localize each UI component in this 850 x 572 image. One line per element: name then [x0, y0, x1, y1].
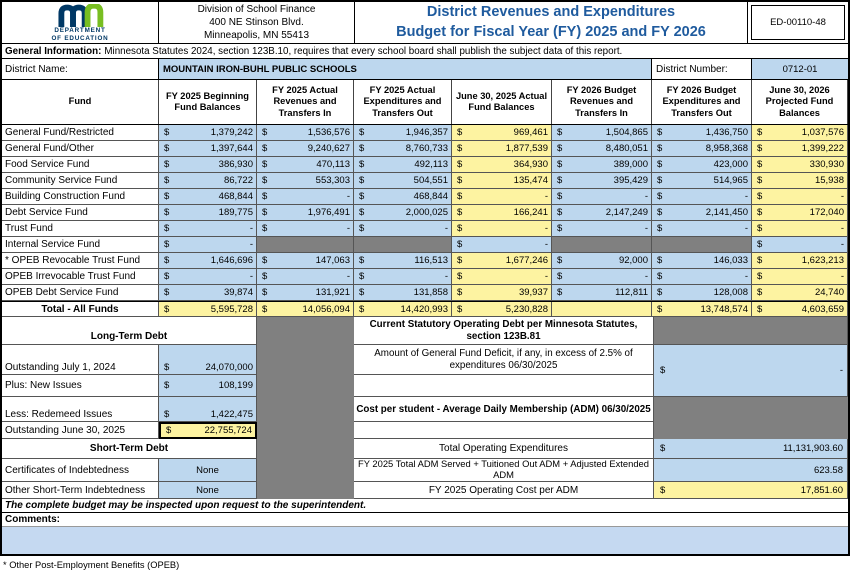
dollar-sign: $	[359, 287, 365, 298]
dollar-sign: $	[757, 143, 763, 154]
dollar-sign: $	[262, 143, 268, 154]
fund-cell: $ -	[452, 269, 552, 284]
dollar-sign: $	[557, 287, 563, 298]
dollar-sign: $	[262, 255, 268, 266]
district-row	[2, 59, 848, 80]
dollar-sign: $	[557, 271, 563, 282]
fund-label: * OPEB Revocable Trust Fund	[2, 253, 159, 268]
fund-cell: $ 131,858	[354, 285, 452, 300]
fund-cell: $ -	[452, 221, 552, 236]
dollar-sign: $	[359, 175, 365, 186]
fund-cell: $ -	[652, 269, 752, 284]
fund-cell: $ -	[257, 221, 354, 236]
fund-cell: $ 146,033	[652, 253, 752, 268]
district-number-value: 0712-01	[752, 59, 848, 79]
fund-cell: $ 4,603,659	[752, 302, 848, 316]
dollar-sign: $	[657, 303, 663, 315]
cost-per-student-header: Cost per student - Average Daily Membership (ADM) 06/30/2025	[354, 397, 654, 422]
fund-row	[2, 253, 848, 269]
fund-cell: $ -	[257, 269, 354, 284]
dollar-sign: $	[557, 223, 563, 234]
dollar-sign: $	[557, 159, 563, 170]
dollar-sign: $	[757, 223, 763, 234]
fund-cell: $ 395,429	[552, 173, 652, 188]
dollar-sign: $	[164, 159, 170, 170]
fund-label: Food Service Fund	[2, 157, 159, 172]
fund-cell: $ 468,844	[159, 189, 257, 204]
fund-row	[2, 301, 848, 317]
dollar-sign: $	[359, 255, 365, 266]
fund-label: Trust Fund	[2, 221, 159, 236]
fund-label: General Fund/Restricted	[2, 125, 159, 140]
total-operating-value: $ 11,131,903.60	[654, 439, 848, 459]
fund-cell: $ 5,230,828	[452, 302, 552, 316]
fund-cell: $ 1,946,357	[354, 125, 452, 140]
fund-cell: $ -	[652, 189, 752, 204]
std-row-label: Certificates of Indebtedness	[2, 459, 159, 482]
deficit-label: Amount of General Fund Deficit, if any, in excess of 2.5% of expenditures 06/30/2025	[354, 345, 654, 375]
fund-cell: $ 1,504,865	[552, 125, 652, 140]
fund-cell: $ 112,811	[552, 285, 652, 300]
fund-label: OPEB Debt Service Fund	[2, 285, 159, 300]
fund-cell	[354, 237, 452, 252]
fund-col-header: Fund	[2, 80, 159, 124]
fund-table-header	[2, 80, 848, 125]
fund-label: Building Construction Fund	[2, 189, 159, 204]
dollar-sign: $	[457, 143, 463, 154]
ltd-row-label: Plus: New Issues	[2, 375, 159, 397]
dollar-sign: $	[359, 191, 365, 202]
dollar-sign: $	[457, 207, 463, 218]
form-number-cell	[748, 2, 848, 43]
fund-cell: $ 1,379,242	[159, 125, 257, 140]
dollar-sign: $	[557, 175, 563, 186]
dollar-sign: $	[164, 287, 170, 298]
ltd-row-label: Less: Redemeed Issues	[2, 397, 159, 422]
gray-cell	[654, 397, 848, 439]
dollar-sign: $	[359, 159, 365, 170]
fund-cell: $ 1,976,491	[257, 205, 354, 220]
fund-cell: $ 1,397,644	[159, 141, 257, 156]
dollar-sign: $	[164, 303, 170, 315]
dollar-sign: $	[660, 443, 666, 454]
district-name-label: District Name:	[2, 59, 159, 79]
district-name-value: MOUNTAIN IRON-BUHL PUBLIC SCHOOLS	[159, 59, 652, 79]
fund-cell: $ 1,623,213	[752, 253, 848, 268]
dollar-sign: $	[164, 143, 170, 154]
fund-cell	[257, 237, 354, 252]
fund-cell: $ 13,748,574	[652, 302, 752, 316]
dollar-sign: $	[164, 409, 170, 420]
ltd-row-value: $ 1,422,475	[159, 397, 257, 422]
fund-cell: $ -	[752, 221, 848, 236]
fund-cell: $ 116,513	[354, 253, 452, 268]
fund-cell: $ -	[752, 189, 848, 204]
fund-row	[2, 269, 848, 285]
form-title-line2: Budget for Fiscal Year (FY) 2025 and FY 2026	[396, 23, 706, 40]
fund-col-header: June 30, 2026 Projected Fund Balances	[752, 80, 848, 124]
dollar-sign: $	[557, 207, 563, 218]
dollar-sign: $	[657, 255, 663, 266]
dollar-sign: $	[457, 255, 463, 266]
address-line: 400 NE Stinson Blvd.	[209, 17, 304, 28]
dollar-sign: $	[164, 255, 170, 266]
dollar-sign: $	[657, 159, 663, 170]
fund-cell: $ 9,240,627	[257, 141, 354, 156]
fund-cell: $ 8,760,733	[354, 141, 452, 156]
fund-row	[2, 221, 848, 237]
fund-row	[2, 173, 848, 189]
comments-label: Comments:	[5, 514, 61, 525]
short-term-debt-section	[2, 439, 848, 499]
fund-cell: $ -	[354, 221, 452, 236]
long-term-debt-section	[2, 317, 848, 439]
fund-cell: $ 131,921	[257, 285, 354, 300]
fund-cell: $ 5,595,728	[159, 302, 257, 316]
logo-dept-line2: OF EDUCATION	[51, 35, 109, 43]
fund-col-header: FY 2025 Actual Expenditures and Transfers Out	[354, 80, 452, 124]
fund-cell: $ 364,930	[452, 157, 552, 172]
empty-cell	[354, 422, 654, 439]
statutory-debt-header: Current Statutory Operating Debt per Minnesota Statutes, section 123B.81	[354, 317, 654, 345]
dollar-sign: $	[457, 175, 463, 186]
fund-cell: $ 1,646,696	[159, 253, 257, 268]
form-title	[355, 2, 748, 43]
dollar-sign: $	[164, 223, 170, 234]
fund-cell: $ -	[159, 221, 257, 236]
fund-cell: $ 1,677,246	[452, 253, 552, 268]
fund-row	[2, 285, 848, 301]
dollar-sign: $	[757, 207, 763, 218]
fund-cell: $ 470,113	[257, 157, 354, 172]
fund-label: OPEB Irrevocable Trust Fund	[2, 269, 159, 284]
fund-row	[2, 205, 848, 221]
dollar-sign: $	[262, 271, 268, 282]
std-row-value: None	[159, 482, 257, 499]
fund-col-header: FY 2025 Beginning Fund Balances	[159, 80, 257, 124]
fund-cell: $ 330,930	[752, 157, 848, 172]
fund-cell: $ 135,474	[452, 173, 552, 188]
dollar-sign: $	[757, 239, 763, 250]
dollar-sign: $	[457, 239, 463, 250]
fund-cell: $ 553,303	[257, 173, 354, 188]
fund-cell: $ 1,436,750	[652, 125, 752, 140]
fund-cell: $ 423,000	[652, 157, 752, 172]
fund-cell: $ -	[452, 237, 552, 252]
dollar-sign: $	[757, 191, 763, 202]
fund-cell: $ 969,461	[452, 125, 552, 140]
total-operating-label: Total Operating Expenditures	[354, 439, 654, 459]
std-row-label: Other Short-Term Indebtedness	[2, 482, 159, 499]
dollar-sign: $	[164, 207, 170, 218]
logo-dept-line1: DEPARTMENT	[54, 27, 106, 35]
dollar-sign: $	[757, 287, 763, 298]
district-number-label: District Number:	[652, 59, 752, 79]
fund-cell: $ 14,056,094	[257, 302, 354, 316]
form-header	[2, 2, 848, 44]
gray-spacer	[257, 317, 354, 439]
fund-row	[2, 237, 848, 253]
fund-cell: $ 14,420,993	[354, 302, 452, 316]
dollar-sign: $	[359, 127, 365, 138]
ltd-row-value: $ 108,199	[159, 375, 257, 397]
dollar-sign: $	[262, 207, 268, 218]
fund-cell: $ 147,063	[257, 253, 354, 268]
fund-cell: $ 15,938	[752, 173, 848, 188]
fund-col-header: FY 2026 Budget Expenditures and Transfers Out	[652, 80, 752, 124]
dollar-sign: $	[557, 127, 563, 138]
fund-cell: $ 504,551	[354, 173, 452, 188]
dollar-sign: $	[757, 271, 763, 282]
dollar-sign: $	[262, 287, 268, 298]
dollar-sign: $	[657, 175, 663, 186]
fund-cell: $ 2,147,249	[552, 205, 652, 220]
dollar-sign: $	[757, 175, 763, 186]
dollar-sign: $	[457, 159, 463, 170]
fund-cell: $ -	[652, 221, 752, 236]
empty-cell	[354, 375, 654, 397]
fund-cell: $ -	[752, 269, 848, 284]
dollar-sign: $	[457, 223, 463, 234]
fund-cell: $ 24,740	[752, 285, 848, 300]
deficit-value: $ -	[654, 345, 848, 397]
mde-logo	[2, 2, 159, 43]
fund-cell: $ 386,930	[159, 157, 257, 172]
ltd-row-label: Outstanding June 30, 2025	[2, 422, 159, 439]
fund-cell: $ 92,000	[552, 253, 652, 268]
dollar-sign: $	[660, 484, 666, 496]
short-term-debt-title: Short-Term Debt	[2, 439, 257, 459]
fund-label: Debt Service Fund	[2, 205, 159, 220]
fund-label: General Fund/Other	[2, 141, 159, 156]
fund-row	[2, 125, 848, 141]
fund-cell: $ 468,844	[354, 189, 452, 204]
dollar-sign: $	[757, 127, 763, 138]
fund-cell: $ 1,037,576	[752, 125, 848, 140]
fund-cell: $ -	[752, 237, 848, 252]
fund-cell: $ 389,000	[552, 157, 652, 172]
fund-row	[2, 189, 848, 205]
fund-cell: $ 8,958,368	[652, 141, 752, 156]
dollar-sign: $	[262, 127, 268, 138]
division-address	[159, 2, 355, 43]
ltd-outstanding-value: $ 22,755,724	[159, 422, 257, 439]
inspect-note: The complete budget may be inspected upon request to the superintendent.	[2, 499, 848, 513]
std-row-value: None	[159, 459, 257, 482]
fund-row	[2, 157, 848, 173]
general-information-label: General Information:	[5, 45, 102, 57]
adm-served-label: FY 2025 Total ADM Served + Tuitioned Out ADM + Adjusted Extended ADM	[354, 459, 654, 482]
fund-cell	[552, 237, 652, 252]
fund-cell: $ 1,536,576	[257, 125, 354, 140]
dollar-sign: $	[757, 159, 763, 170]
dollar-sign: $	[757, 255, 763, 266]
fund-cell: $ 514,965	[652, 173, 752, 188]
comments-box	[2, 526, 848, 554]
cost-per-adm-label: FY 2025 Operating Cost per ADM	[354, 482, 654, 499]
dollar-sign: $	[359, 223, 365, 234]
dollar-sign: $	[166, 424, 172, 436]
dollar-sign: $	[457, 287, 463, 298]
dollar-sign: $	[657, 207, 663, 218]
ltd-row-label: Outstanding July 1, 2024	[2, 345, 159, 375]
dollar-sign: $	[657, 223, 663, 234]
fund-cell: $ 8,480,051	[552, 141, 652, 156]
dollar-sign: $	[164, 271, 170, 282]
fund-cell: $ 172,040	[752, 205, 848, 220]
fund-cell: $ 86,722	[159, 173, 257, 188]
form-number: ED-00110-48	[751, 5, 845, 40]
fund-cell: $ -	[159, 237, 257, 252]
dollar-sign: $	[262, 175, 268, 186]
fund-col-header: FY 2025 Actual Revenues and Transfers In	[257, 80, 354, 124]
form-title-line1: District Revenues and Expenditures	[426, 3, 676, 20]
fund-col-header: FY 2026 Budget Revenues and Transfers In	[552, 80, 652, 124]
fund-cell	[652, 237, 752, 252]
fund-col-header: June 30, 2025 Actual Fund Balances	[452, 80, 552, 124]
dollar-sign: $	[164, 379, 170, 391]
dollar-sign: $	[359, 207, 365, 218]
fund-cell: $ 492,113	[354, 157, 452, 172]
dollar-sign: $	[657, 127, 663, 138]
fund-row	[2, 141, 848, 157]
fund-cell: $ 166,241	[452, 205, 552, 220]
gray-cell	[654, 317, 848, 345]
fund-cell: $ -	[552, 221, 652, 236]
fund-cell: $ 189,775	[159, 205, 257, 220]
dollar-sign: $	[457, 271, 463, 282]
fund-label: Community Service Fund	[2, 173, 159, 188]
dollar-sign: $	[457, 127, 463, 138]
dollar-sign: $	[164, 191, 170, 202]
dollar-sign: $	[164, 362, 170, 373]
dollar-sign: $	[657, 271, 663, 282]
mn-logo-icon	[54, 4, 106, 27]
dollar-sign: $	[262, 191, 268, 202]
ltd-row-value: $ 24,070,000	[159, 345, 257, 375]
dollar-sign: $	[757, 303, 763, 315]
fund-cell: $ -	[159, 269, 257, 284]
fund-cell: $ 39,937	[452, 285, 552, 300]
cost-per-adm-value: $ 17,851.60	[654, 482, 848, 499]
fund-cell: $ -	[552, 269, 652, 284]
fund-cell: $ 2,141,450	[652, 205, 752, 220]
dollar-sign: $	[262, 159, 268, 170]
fund-cell: $ -	[552, 189, 652, 204]
dollar-sign: $	[557, 143, 563, 154]
dollar-sign: $	[660, 365, 666, 376]
dollar-sign: $	[657, 287, 663, 298]
fund-cell: $ 1,877,539	[452, 141, 552, 156]
dollar-sign: $	[262, 223, 268, 234]
dollar-sign: $	[457, 191, 463, 202]
fund-cell: $ -	[354, 269, 452, 284]
adm-served-value: 623.58	[654, 459, 848, 482]
fund-table-body	[2, 125, 848, 317]
fund-cell: $ -	[452, 189, 552, 204]
dollar-sign: $	[164, 175, 170, 186]
address-line: Minneapolis, MN 55413	[203, 30, 310, 41]
dollar-sign: $	[557, 255, 563, 266]
dollar-sign: $	[262, 303, 268, 315]
dollar-sign: $	[657, 191, 663, 202]
dollar-sign: $	[457, 303, 463, 315]
dollar-sign: $	[359, 303, 365, 315]
address-line: Division of School Finance	[197, 4, 316, 15]
dollar-sign: $	[657, 143, 663, 154]
dollar-sign: $	[557, 191, 563, 202]
fund-cell: $ 128,008	[652, 285, 752, 300]
fund-cell: $ 2,000,025	[354, 205, 452, 220]
fund-cell: $ -	[257, 189, 354, 204]
dollar-sign: $	[164, 239, 170, 250]
general-information-text: Minnesota Statutes 2024, section 123B.10, requires that every school board shall publish the subject data of this report.	[104, 45, 623, 57]
dollar-sign: $	[359, 143, 365, 154]
fund-label: Internal Service Fund	[2, 237, 159, 252]
fund-label: Total - All Funds	[2, 302, 159, 316]
dollar-sign: $	[359, 271, 365, 282]
general-information	[2, 44, 848, 59]
gray-spacer	[257, 439, 354, 499]
fund-cell: $ 39,874	[159, 285, 257, 300]
fund-cell: $ 1,399,222	[752, 141, 848, 156]
dollar-sign: $	[164, 127, 170, 138]
fund-cell	[552, 302, 652, 316]
opeb-footnote: * Other Post-Employment Benefits (OPEB)	[3, 560, 180, 570]
long-term-debt-title: Long-Term Debt	[2, 317, 257, 345]
